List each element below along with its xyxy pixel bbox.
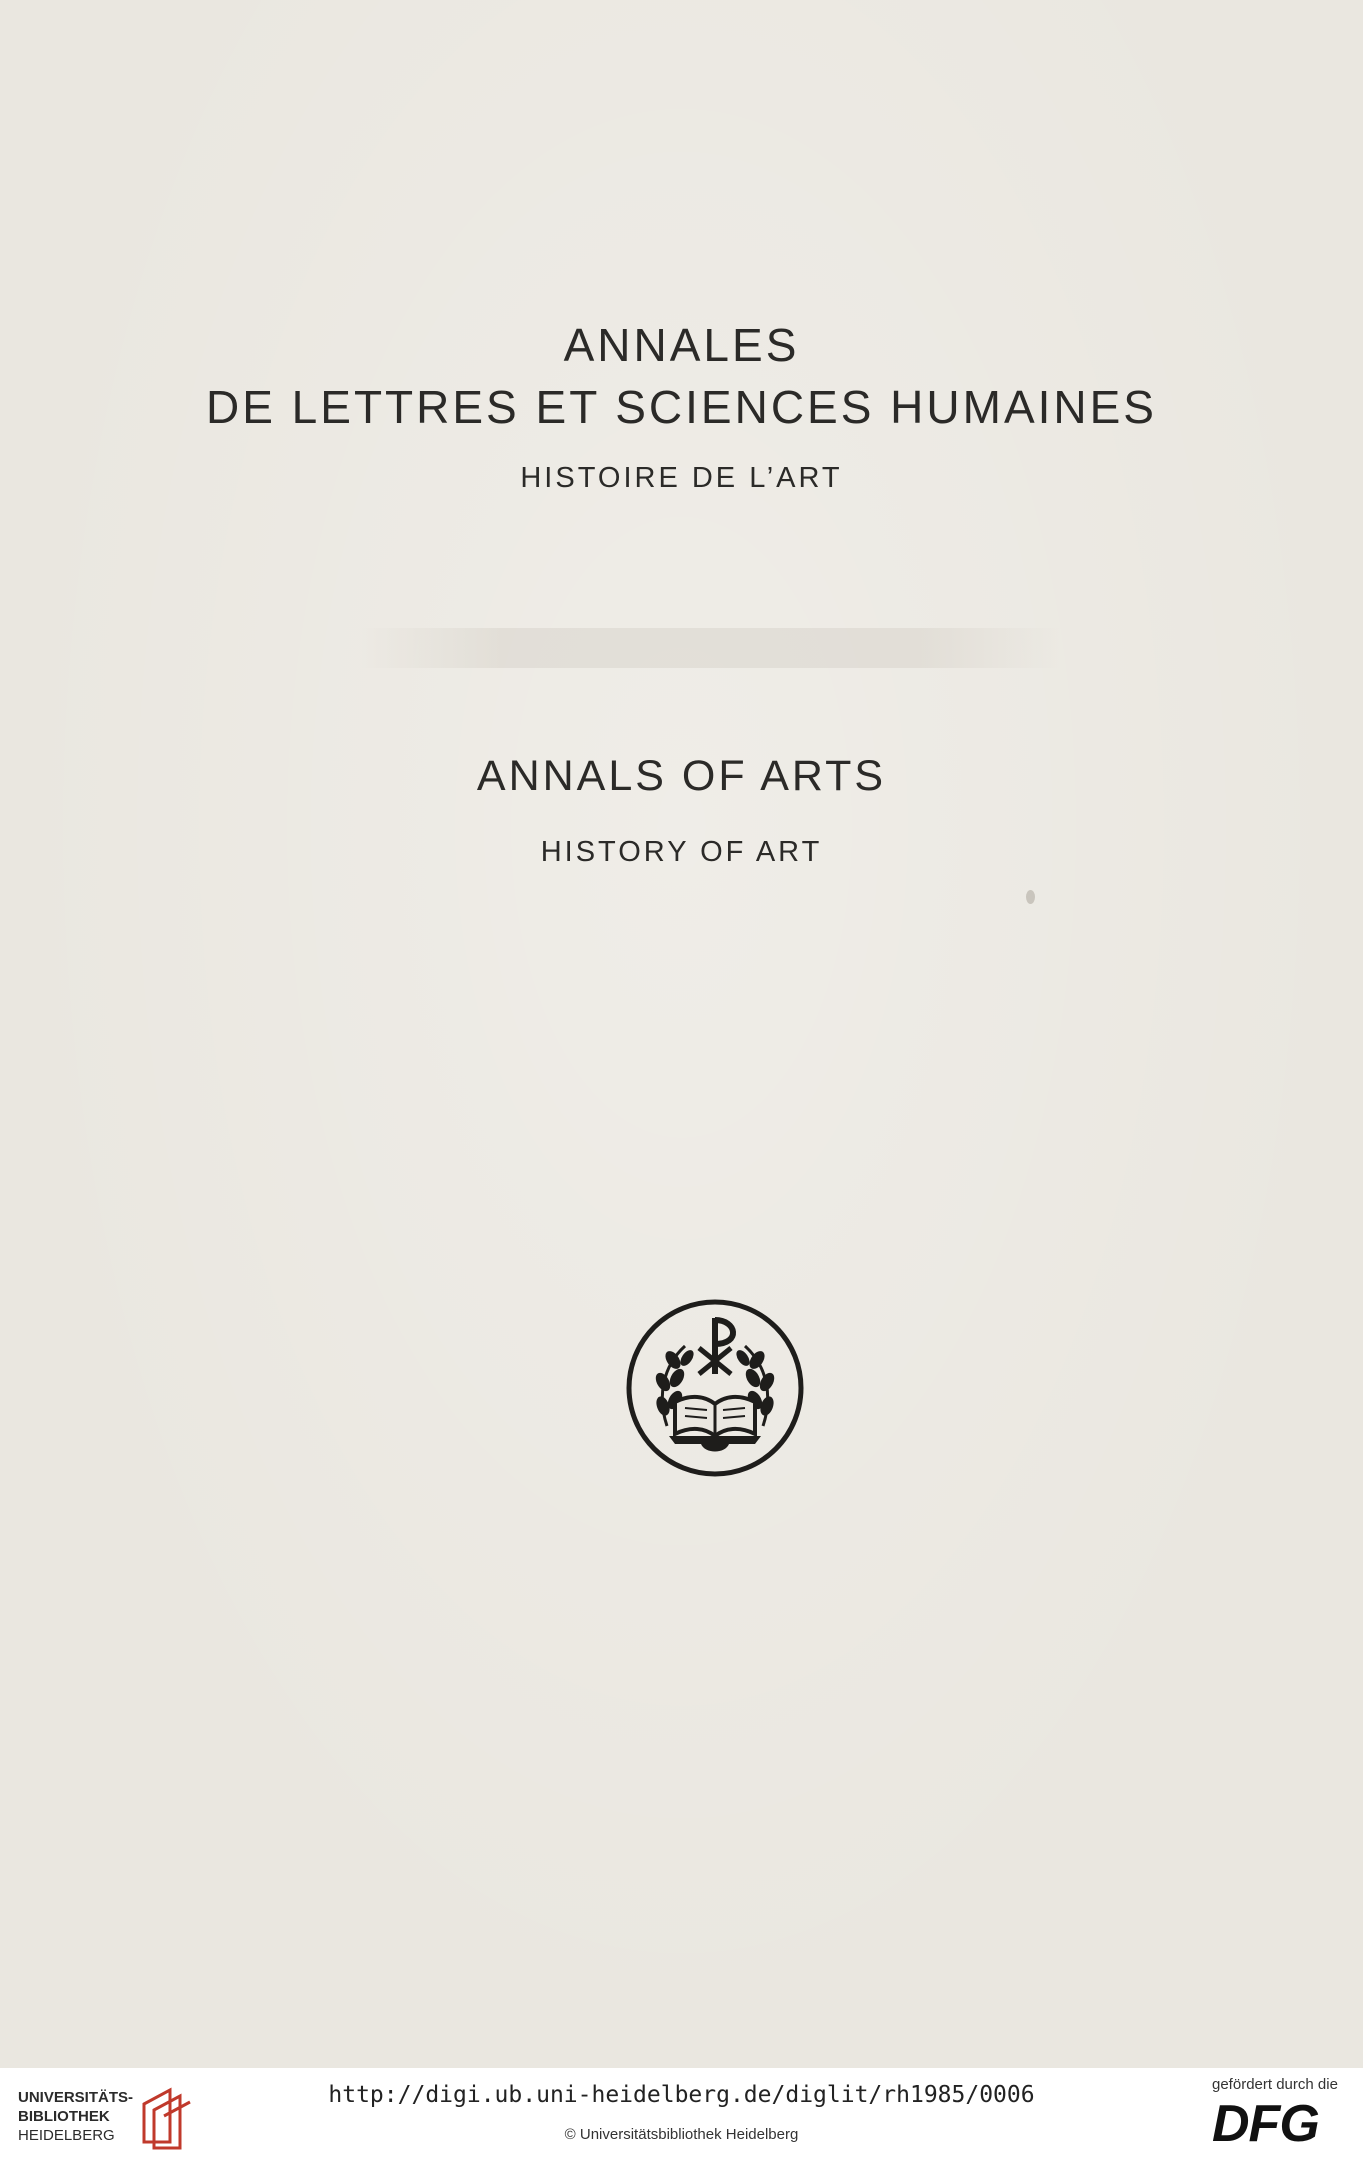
footer-bar — [0, 2068, 1363, 2164]
library-line-3: HEIDELBERG — [18, 2127, 115, 2144]
title-english: ANNALS OF ARTS — [476, 752, 887, 800]
subtitle-english: HISTORY OF ART — [540, 836, 823, 868]
bleed-through-shadow — [360, 628, 1060, 668]
title-line-1: ANNALES — [563, 319, 800, 371]
library-line-2: BIBLIOTHEK — [18, 2108, 110, 2125]
page-url-link[interactable]: http://digi.ub.uni-heidelberg.de/diglit/rh1985/0006 — [328, 2082, 1035, 2108]
paper-speck — [1026, 890, 1035, 904]
dfg-logo[interactable]: DFG — [1212, 2095, 1319, 2153]
copyright-text: © Universitätsbibliothek Heidelberg — [564, 2126, 799, 2143]
library-line-1: UNIVERSITÄTS- — [18, 2089, 134, 2106]
chi-rho-emblem-icon — [623, 1296, 807, 1480]
subtitle-french: HISTOIRE DE L’ART — [520, 462, 843, 494]
funding-caption: gefördert durch die — [1212, 2076, 1338, 2093]
title-line-2: DE LETTRES ET SCIENCES HUMAINES — [206, 381, 1157, 433]
